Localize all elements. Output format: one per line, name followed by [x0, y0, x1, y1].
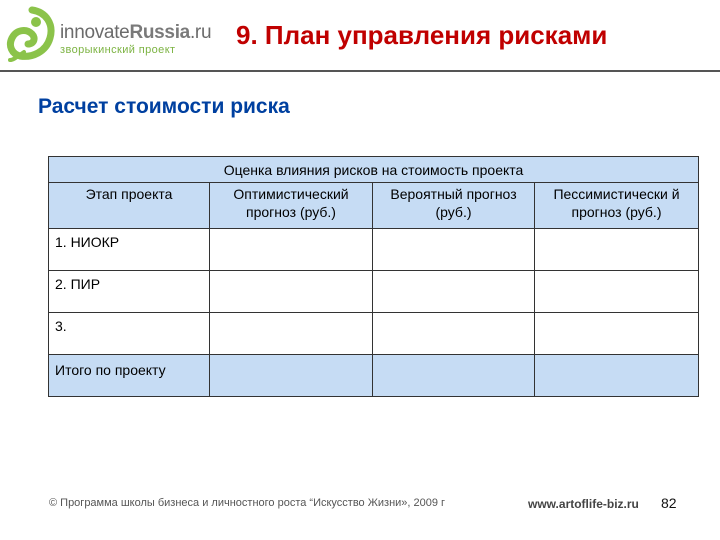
page-number: 82 [661, 495, 677, 511]
logo-brand: Russia [129, 22, 190, 43]
slide-title: 9. План управления рисками [236, 20, 608, 50]
table-cell[interactable] [373, 355, 535, 397]
table-cell[interactable] [210, 271, 373, 313]
footer-url: www.artoflife-biz.ru [528, 497, 639, 511]
table-header-row [49, 183, 699, 229]
table-row [49, 229, 699, 271]
row-label: 2. ПИР [49, 271, 210, 313]
table-caption: Оценка влияния рисков на стоимость проекта [49, 157, 699, 183]
header-divider [0, 70, 720, 72]
table-cell[interactable] [210, 313, 373, 355]
innovate-russia-logo [6, 6, 212, 64]
column-header-probable: Вероятный прогноз (руб.) [373, 183, 535, 229]
table-cell[interactable] [210, 229, 373, 271]
logo-tagline: зворыкинский проект [60, 44, 176, 56]
logo-prefix: innovate [60, 22, 130, 43]
column-header-stage: Этап проекта [49, 183, 210, 229]
column-header-optimistic: Оптимистический прогноз (руб.) [210, 183, 373, 229]
table-cell[interactable] [535, 355, 699, 397]
table-cell[interactable] [373, 271, 535, 313]
row-label: 3. [49, 313, 210, 355]
table-row [49, 271, 699, 313]
table-total-row [49, 355, 699, 397]
leaf-embryo-icon [6, 6, 58, 62]
table-cell[interactable] [373, 229, 535, 271]
logo-suffix: .ru [189, 22, 212, 43]
total-row-label: Итого по проекту [49, 355, 210, 397]
table-cell[interactable] [535, 313, 699, 355]
table-cell[interactable] [210, 355, 373, 397]
logo-wordmark [60, 22, 211, 44]
table-cell[interactable] [535, 271, 699, 313]
footer-copyright: © Программа школы бизнеса и личностного роста “Искусство Жизни», 2009 г [49, 497, 446, 509]
row-label: 1. НИОКР [49, 229, 210, 271]
table-cell[interactable] [373, 313, 535, 355]
table-row [49, 313, 699, 355]
table-caption-row [49, 157, 699, 183]
risk-cost-table [48, 156, 699, 397]
slide-subtitle: Расчет стоимости риска [38, 95, 290, 118]
column-header-pessimistic: Пессимистически й прогноз (руб.) [535, 183, 699, 229]
table-cell[interactable] [535, 229, 699, 271]
